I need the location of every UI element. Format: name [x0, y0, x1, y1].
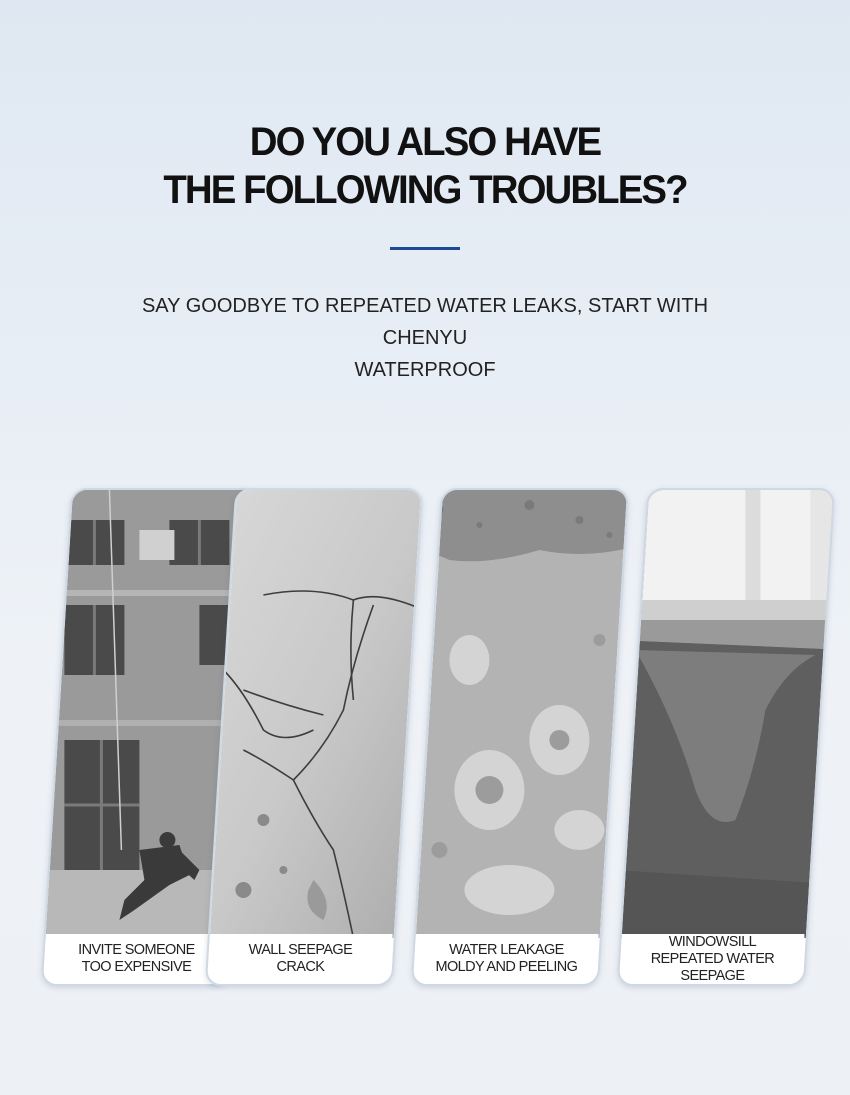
subtitle-line-2: WATERPROOF [354, 359, 496, 381]
subtitle-line-1: SAY GOODBYE TO REPEATED WATER LEAKS, START WITH CHENYU [141, 295, 709, 349]
caption-line-2: MOLDY AND PEELING [435, 959, 578, 975]
card-water-leakage [411, 488, 629, 986]
card-caption [620, 934, 804, 984]
card-caption [414, 934, 598, 984]
caption-line-2: TOO EXPENSIVE [81, 959, 192, 975]
cracked-wall-photo [210, 490, 421, 938]
card-wall-seepage [205, 488, 423, 986]
caption-line-2: REPEATED WATER SEEPAGE [650, 950, 775, 984]
card-caption [208, 934, 392, 984]
windowsill-seepage-photo [622, 490, 833, 938]
caption-line-1: WATER LEAKAGE [449, 942, 564, 958]
title-line-2: THE FOLLOWING TROUBLES? [163, 168, 687, 212]
title-line-1: DO YOU ALSO HAVE [249, 120, 601, 164]
caption-line-2: CRACK [276, 959, 325, 975]
caption-line-1: WINDOWSILL [668, 933, 757, 950]
caption-line-1: WALL SEEPAGE [248, 942, 353, 958]
peeling-wall-photo [416, 490, 627, 938]
card-caption [44, 934, 228, 984]
caption-line-1: INVITE SOMEONE [78, 942, 195, 958]
card-windowsill [617, 488, 835, 986]
